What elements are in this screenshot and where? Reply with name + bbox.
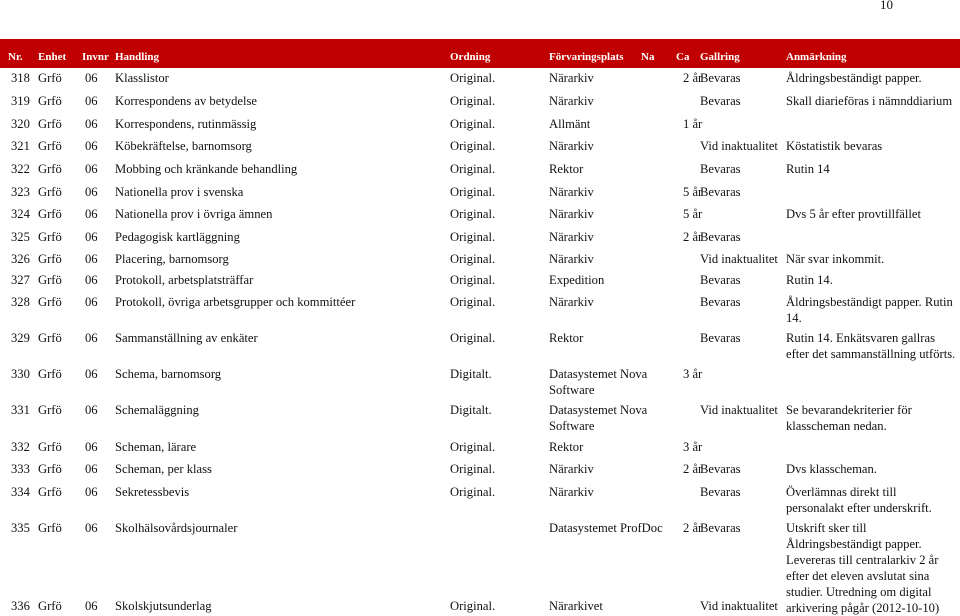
cell-gallring: Vid inaktualitet <box>700 139 778 153</box>
cell-forvaring: Närarkiv <box>549 230 594 244</box>
cell-ordning: Original. <box>450 117 496 131</box>
cell-handling: Korrespondens av betydelse <box>115 94 257 108</box>
cell-ordning: Original. <box>450 71 496 85</box>
cell-nr: 323 <box>11 185 30 199</box>
cell-handling: Nationella prov i övriga ämnen <box>115 207 273 221</box>
cell-nr: 326 <box>11 252 30 266</box>
cell-forvaring: Närarkiv <box>549 185 594 199</box>
cell-enhet: Grfö <box>38 139 62 153</box>
cell-ordning: Original. <box>450 94 496 108</box>
cell-gallring: Bevaras <box>700 331 741 345</box>
cell-invnr: 06 <box>85 599 98 613</box>
cell-ca: 3 år <box>683 440 703 454</box>
cell-handling: Placering, barnomsorg <box>115 252 229 266</box>
cell-invnr: 06 <box>85 185 98 199</box>
cell-gallring: Vid inaktualitet <box>700 403 778 417</box>
cell-invnr: 06 <box>85 367 98 381</box>
cell-ordning: Original. <box>450 252 496 266</box>
cell-ordning: Original. <box>450 462 496 476</box>
cell-handling: Sammanställning av enkäter <box>115 331 258 345</box>
cell-handling: Schema, barnomsorg <box>115 367 222 381</box>
cell-ordning: Original. <box>450 331 496 345</box>
cell-handling: Scheman, lärare <box>115 440 197 454</box>
cell-invnr: 06 <box>85 117 98 131</box>
cell-invnr: 06 <box>85 139 98 153</box>
cell-enhet: Grfö <box>38 162 62 176</box>
cell-enhet: Grfö <box>38 599 62 613</box>
cell-gallring: Vid inaktualitet <box>700 599 778 613</box>
cell-ordning: Original. <box>450 599 496 613</box>
cell-forvaring: Närarkiv <box>549 207 594 221</box>
cell-gallring: Bevaras <box>700 185 741 199</box>
cell-handling: Skolhälsovårdsjournaler <box>115 521 238 535</box>
cell-enhet: Grfö <box>38 440 62 454</box>
cell-ordning: Original. <box>450 273 496 287</box>
cell-anm: Rutin 14. <box>786 273 833 287</box>
cell-handling: Klasslistor <box>115 71 169 85</box>
cell-forvaring: Närarkiv <box>549 252 594 266</box>
cell-nr: 332 <box>11 440 30 454</box>
cell-handling: Nationella prov i svenska <box>115 185 244 199</box>
header-anmarkning: Anmärkning <box>786 51 847 63</box>
header-enhet: Enhet <box>38 51 67 63</box>
cell-invnr: 06 <box>85 485 98 499</box>
cell-forvaring: Närarkiv <box>549 71 594 85</box>
cell-enhet: Grfö <box>38 117 62 131</box>
cell-nr: 320 <box>11 117 30 131</box>
cell-anm: Åldringsbeständigt papper. Rutin 14. <box>786 295 953 325</box>
cell-nr: 321 <box>11 139 30 153</box>
cell-nr: 331 <box>11 403 30 417</box>
page-number: 10 <box>880 0 893 12</box>
cell-nr: 324 <box>11 207 30 221</box>
cell-handling: Schemaläggning <box>115 403 199 417</box>
cell-forvaring: Datasystemet Nova Software <box>549 367 648 397</box>
cell-enhet: Grfö <box>38 71 62 85</box>
cell-ordning: Original. <box>450 185 496 199</box>
cell-handling: Köbekräftelse, barnomsorg <box>115 139 252 153</box>
cell-gallring: Bevaras <box>700 71 741 85</box>
header-na: Na <box>641 51 655 63</box>
cell-enhet: Grfö <box>38 295 62 309</box>
cell-nr: 335 <box>11 521 30 535</box>
cell-forvaring: Rektor <box>549 440 584 454</box>
cell-ca: 5 år <box>683 207 703 221</box>
header-handling: Handling <box>115 51 160 63</box>
header-gallring: Gallring <box>700 51 740 63</box>
cell-nr: 319 <box>11 94 30 108</box>
cell-nr: 322 <box>11 162 30 176</box>
cell-enhet: Grfö <box>38 185 62 199</box>
cell-handling: Sekretessbevis <box>115 485 190 499</box>
cell-anm: Rutin 14. Enkätsvaren gallras efter det sammanställning utförts. <box>786 331 956 361</box>
cell-nr: 327 <box>11 273 30 287</box>
cell-ordning: Original. <box>450 440 496 454</box>
cell-enhet: Grfö <box>38 252 62 266</box>
cell-gallring: Bevaras <box>700 462 741 476</box>
cell-handling: Pedagogisk kartläggning <box>115 230 240 244</box>
cell-forvaring: Närarkiv <box>549 94 594 108</box>
cell-invnr: 06 <box>85 273 98 287</box>
cell-invnr: 06 <box>85 440 98 454</box>
cell-forvaring: Rektor <box>549 162 584 176</box>
cell-enhet: Grfö <box>38 367 62 381</box>
cell-gallring: Bevaras <box>700 521 741 535</box>
cell-ca: 2 år <box>683 462 703 476</box>
cell-gallring: Bevaras <box>700 94 741 108</box>
cell-anm: Skall diarieföras i nämnddiarium <box>786 94 953 108</box>
header-ordning: Ordning <box>450 51 491 63</box>
cell-anm: Köstatistik bevaras <box>786 139 883 153</box>
cell-invnr: 06 <box>85 230 98 244</box>
cell-invnr: 06 <box>85 71 98 85</box>
cell-ca: 2 år <box>683 230 703 244</box>
cell-invnr: 06 <box>85 403 98 417</box>
cell-gallring: Bevaras <box>700 162 741 176</box>
cell-gallring: Bevaras <box>700 230 741 244</box>
cell-nr: 330 <box>11 367 30 381</box>
cell-handling: Mobbing och kränkande behandling <box>115 162 298 176</box>
cell-ordning: Digitalt. <box>450 367 492 381</box>
cell-ordning: Original. <box>450 295 496 309</box>
cell-forvaring: Närarkiv <box>549 295 594 309</box>
cell-anm: Överlämnas direkt till personalakt efter underskrift. <box>786 485 932 515</box>
cell-enhet: Grfö <box>38 230 62 244</box>
cell-enhet: Grfö <box>38 207 62 221</box>
cell-handling: Skolskjutsunderlag <box>115 599 212 613</box>
cell-gallring: Bevaras <box>700 485 741 499</box>
cell-ordning: Digitalt. <box>450 403 492 417</box>
cell-forvaring: Datasystemet Nova Software <box>549 403 648 433</box>
cell-anm: Rutin 14 <box>786 162 830 176</box>
cell-ordning: Original. <box>450 230 496 244</box>
cell-invnr: 06 <box>85 331 98 345</box>
cell-enhet: Grfö <box>38 462 62 476</box>
cell-ordning: Original. <box>450 207 496 221</box>
cell-nr: 328 <box>11 295 30 309</box>
cell-nr: 333 <box>11 462 30 476</box>
cell-ca: 2 år <box>683 71 703 85</box>
cell-enhet: Grfö <box>38 331 62 345</box>
cell-invnr: 06 <box>85 162 98 176</box>
cell-ordning: Original. <box>450 162 496 176</box>
cell-forvaring: Datasystemet ProfDoc <box>549 521 663 535</box>
cell-anm: När svar inkommit. <box>786 252 885 266</box>
cell-gallring: Vid inaktualitet <box>700 252 778 266</box>
cell-nr: 336 <box>11 599 30 613</box>
cell-anm: Åldringsbeständigt papper. <box>786 71 922 85</box>
cell-invnr: 06 <box>85 252 98 266</box>
header-forvaringsplats: Förvaringsplats <box>549 51 624 63</box>
cell-anm: Utskrift sker till Åldringsbeständigt papper. Levereras till centralarkiv 2 år efter det eleven avslutat sina studier. Utredning om digital arkivering pågår (2012-10-10) <box>786 521 940 615</box>
header-ca: Ca <box>676 51 690 63</box>
cell-forvaring: Rektor <box>549 331 584 345</box>
cell-forvaring: Närarkiv <box>549 462 594 476</box>
cell-invnr: 06 <box>85 521 98 535</box>
cell-anm: Dvs klasscheman. <box>786 462 877 476</box>
cell-anm: Se bevarandekriterier för klasscheman nedan. <box>786 403 912 433</box>
cell-nr: 329 <box>11 331 30 345</box>
cell-enhet: Grfö <box>38 94 62 108</box>
cell-ordning: Original. <box>450 139 496 153</box>
cell-enhet: Grfö <box>38 273 62 287</box>
cell-invnr: 06 <box>85 295 98 309</box>
cell-handling: Scheman, per klass <box>115 462 212 476</box>
cell-forvaring: Närarkiv <box>549 485 594 499</box>
cell-gallring: Bevaras <box>700 295 741 309</box>
cell-handling: Korrespondens, rutinmässig <box>115 117 257 131</box>
cell-enhet: Grfö <box>38 485 62 499</box>
cell-gallring: Bevaras <box>700 273 741 287</box>
cell-forvaring: Närarkivet <box>549 599 603 613</box>
cell-nr: 334 <box>11 485 30 499</box>
table-header <box>0 39 960 68</box>
cell-ca: 3 år <box>683 367 703 381</box>
cell-anm: Dvs 5 år efter provtillfället <box>786 207 921 221</box>
header-nr: Nr. <box>8 51 23 63</box>
cell-invnr: 06 <box>85 94 98 108</box>
cell-ca: 1 år <box>683 117 703 131</box>
cell-invnr: 06 <box>85 207 98 221</box>
cell-ca: 2 år <box>683 521 703 535</box>
header-invnr: Invnr <box>82 51 109 63</box>
cell-enhet: Grfö <box>38 521 62 535</box>
cell-ca: 5 år <box>683 185 703 199</box>
cell-nr: 318 <box>11 71 30 85</box>
cell-nr: 325 <box>11 230 30 244</box>
cell-enhet: Grfö <box>38 403 62 417</box>
cell-forvaring: Allmänt <box>549 117 591 131</box>
cell-handling: Protokoll, övriga arbetsgrupper och kommittéer <box>115 295 356 309</box>
cell-forvaring: Expedition <box>549 273 605 287</box>
cell-invnr: 06 <box>85 462 98 476</box>
cell-forvaring: Närarkiv <box>549 139 594 153</box>
cell-ordning: Original. <box>450 485 496 499</box>
cell-handling: Protokoll, arbetsplatsträffar <box>115 273 254 287</box>
